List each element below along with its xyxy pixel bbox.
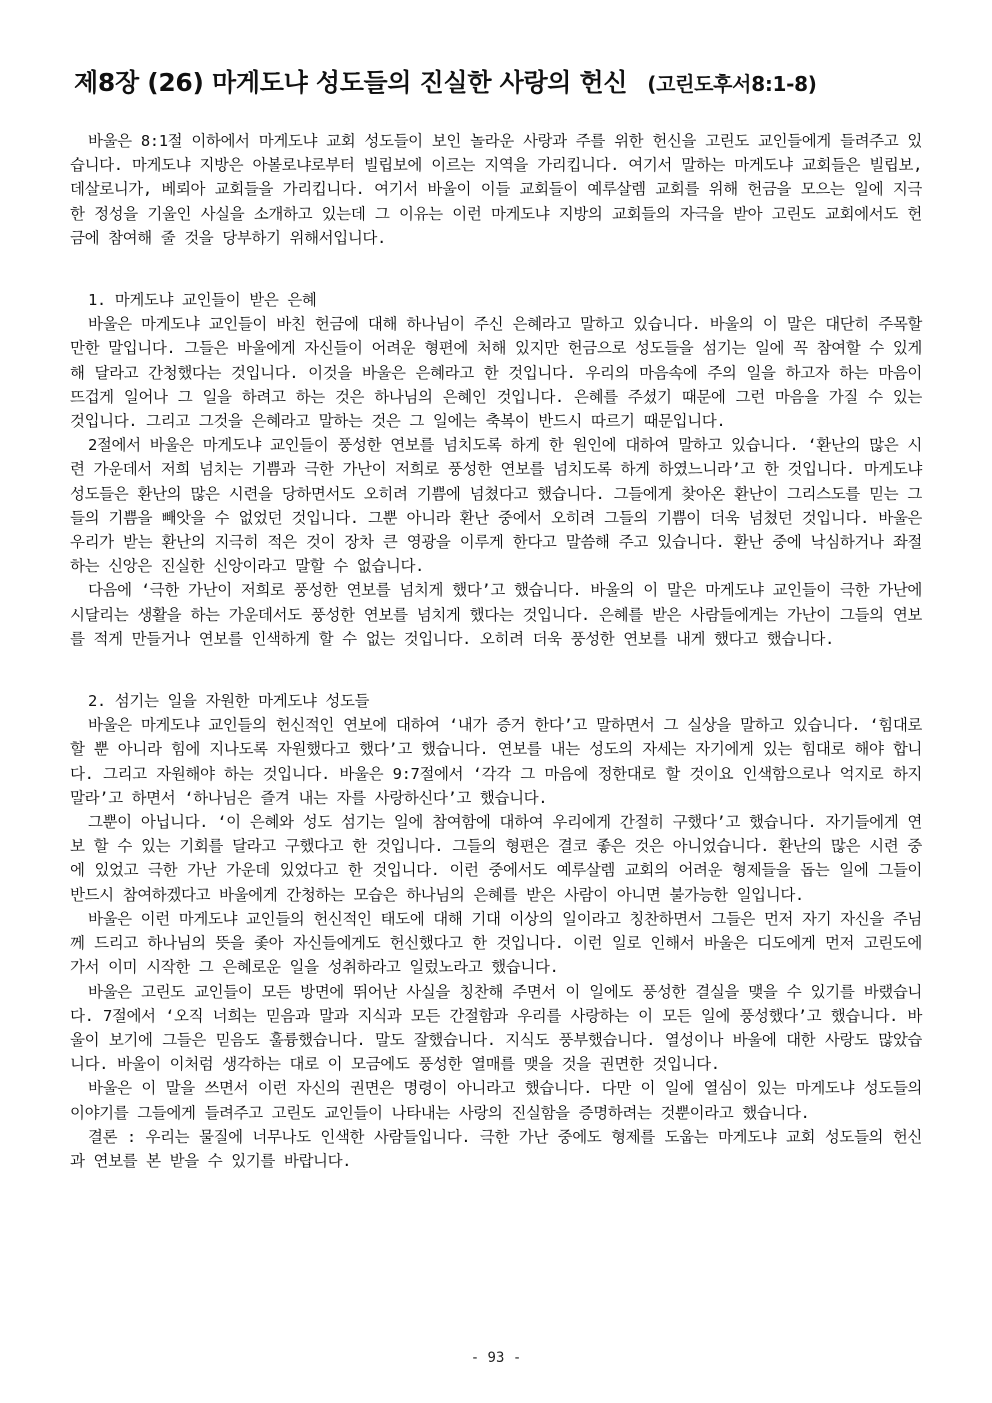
page-title	[74, 66, 922, 101]
body-paragraph: 바울은 마게도냐 교인들이 바친 헌금에 대해 하나님이 주신 은혜라고 말하고 있습니다. 바울의 이 말은 대단히 주목할 만한 말입니다. 그들은 바울에게 자신들이 어려운 형편에 처해 있지만 헌금으로 성도들을 섬기는 일에 꼭 참여할 수 있게 해 달라고 간청했다는 것입니다. 이것을 바울은 은혜라고 한 것입니다. 우리의 마음속에 주의 일을 하고자 하는 마음이 뜨겁게 일어나 그 일을 하려고 하는 것은 하나님의 은혜인 것입니다. 은혜를 주셨기 때문에 그런 마음을 가질 수 있는 것입니다. 그리고 그것을 은혜라고 말하는 것은 그 일에는 축복이 반드시 따르기 때문입니다.	[70, 315, 922, 431]
document-page	[70, 66, 922, 1173]
body-paragraph: 2절에서 바울은 마게도냐 교인들이 풍성한 연보를 넘치도록 하게 한 원인에 대하여 말하고 있습니다. ‘환난의 많은 시련 가운데서 저희 넘치는 기쁨과 극한 가난이 저희로 풍성한 연보를 넘치도록 하게 하였느니라’고 한 것입니다. 마게도냐 성도들은 환난의 많은 시련을 당하면서도 오히려 기쁨에 넘쳤다고 했습니다. 그들에게 찾아온 환난이 그리스도를 믿는 그들의 기쁨을 빼앗을 수 없었던 것입니다. 그뿐 아니라 환난 중에서 오히려 그들의 기쁨이 더욱 넘쳤던 것입니다. 바울은 우리가 받는 환난의 지극히 적은 것이 장차 큰 영광을 이루게 한다고 말씀해 주고 있습니다. 환난 중에 낙심하거나 좌절하는 신앙은 진실한 신앙이라고 말할 수 없습니다.	[70, 436, 922, 576]
body-paragraph: 그뿐이 아닙니다. ‘이 은혜와 성도 섬기는 일에 참여함에 대하여 우리에게 간절히 구했다’고 했습니다. 자기들에게 연보 할 수 있는 기회를 달라고 구했다고 한 것입니다. 그들의 형편은 결코 좋은 것은 아니었습니다. 환난의 많은 시련 중에 있었고 극한 가난 가운데 있었다고 한 것입니다. 이런 중에서도 예루살렘 교회의 어려운 형제들을 돕는 일에 그들이 반드시 참여하겠다고 바울에게 간청하는 모습은 하나님의 은혜를 받은 사람이 아니면 불가능한 일입니다.	[70, 813, 922, 904]
body-paragraph: 바울은 마게도냐 교인들의 헌신적인 연보에 대하여 ‘내가 증거 한다’고 말하면서 그 실상을 말하고 있습니다. ‘힘대로 할 뿐 아니라 힘에 지나도록 자원했다고 했다’고 했습니다. 연보를 내는 성도의 자세는 자기에게 있는 힘대로 해야 합니다. 그리고 자원해야 하는 것입니다. 바울은 9:7절에서 ‘각각 그 마음에 정한대로 할 것이요 인색함으로나 억지로 하지 말라’고 하면서 ‘하나님은 즐겨 내는 자를 사랑하신다’고 했습니다.	[70, 716, 922, 807]
body-paragraph: 바울은 이 말을 쓰면서 이런 자신의 권면은 명령이 아니라고 했습니다. 다만 이 일에 열심이 있는 마게도냐 성도들의 이야기를 그들에게 들려주고 고린도 교인들이 나타내는 사랑의 진실함을 증명하려는 것뿐이라고 했습니다.	[70, 1079, 922, 1122]
conclusion-paragraph: 결론 : 우리는 물질에 너무나도 인색한 사람들입니다. 극한 가난 중에도 형제를 도웁는 마게도냐 교회 성도들의 헌신과 연보를 본 받을 수 있기를 바랍니다.	[70, 1127, 922, 1170]
intro-paragraph: 바울은 8:1절 이하에서 마게도냐 교회 성도들이 보인 놀라운 사랑과 주를 위한 헌신을 고린도 교인들에게 들려주고 있습니다. 마게도냐 지방은 아볼로냐로부터 빌립보에 이르는 지역을 가리킵니다. 여기서 말하는 마게도냐 교회들은 빌립보, 데살로니가, 베뢰아 교회들을 가리킵니다. 여기서 바울이 이들 교회들이 예루살렘 교회를 위해 헌금을 모으는 일에 지극한 정성을 기울인 사실을 소개하고 있는데 그 이유는 이런 마게도냐 지방의 교회들의 자극을 받아 고린도 교회에서도 헌금에 참여해 줄 것을 당부하기 위해서입니다.	[70, 132, 922, 247]
scripture-reference: (고린도후서8:1-8)	[647, 72, 817, 96]
chapter-title: 제8장 (26) 마게도냐 성도들의 진실한 사랑의 헌신	[74, 68, 628, 97]
body-paragraph: 다음에 ‘극한 가난이 저희로 풍성한 연보를 넘치게 했다’고 했습니다. 바울의 이 말은 마게도냐 교인들이 극한 가난에 시달리는 생활을 하는 가운데서도 풍성한 연보를 넘치게 했다는 것입니다. 은혜를 받은 사람들에게는 가난이 그들의 연보를 적게 만들거나 연보를 인색하게 할 수 없는 것입니다. 오히려 더욱 풍성한 연보를 내게 했다고 했습니다.	[70, 581, 922, 648]
section-heading: 2. 섬기는 일을 자원한 마게도냐 성도들	[88, 692, 370, 711]
body-paragraph: 바울은 고린도 교인들이 모든 방면에 뛰어난 사실을 칭찬해 주면서 이 일에도 풍성한 결실을 맺을 수 있기를 바랬습니다. 7절에서 ‘오직 너희는 믿음과 말과 지식과 모든 간절함과 우리를 사랑하는 이 모든 일에 풍성했다’고 했습니다. 바울이 보기에 그들은 믿음도 훌륭했습니다. 말도 잘했습니다. 지식도 풍부했습니다. 열성이나 바울에 대한 사랑도 많았습니다. 바울이 이처럼 생각하는 대로 이 모금에도 풍성한 열매를 맺을 것을 권면한 것입니다.	[70, 982, 922, 1074]
section-heading: 1. 마게도냐 교인들이 받은 은혜	[88, 291, 317, 310]
body-paragraph: 바울은 이런 마게도냐 교인들의 헌신적인 태도에 대해 기대 이상의 일이라고 칭찬하면서 그들은 먼저 자기 자신을 주님께 드리고 하나님의 뜻을 좇아 자신들에게도 헌신했다고 한 것입니다. 이런 일로 인해서 바울은 디도에게 먼저 고린도에 가서 이미 시작한 그 은혜로운 일을 성취하라고 일렀노라고 했습니다.	[70, 909, 923, 977]
page-number: - 93 -	[470, 1350, 522, 1366]
